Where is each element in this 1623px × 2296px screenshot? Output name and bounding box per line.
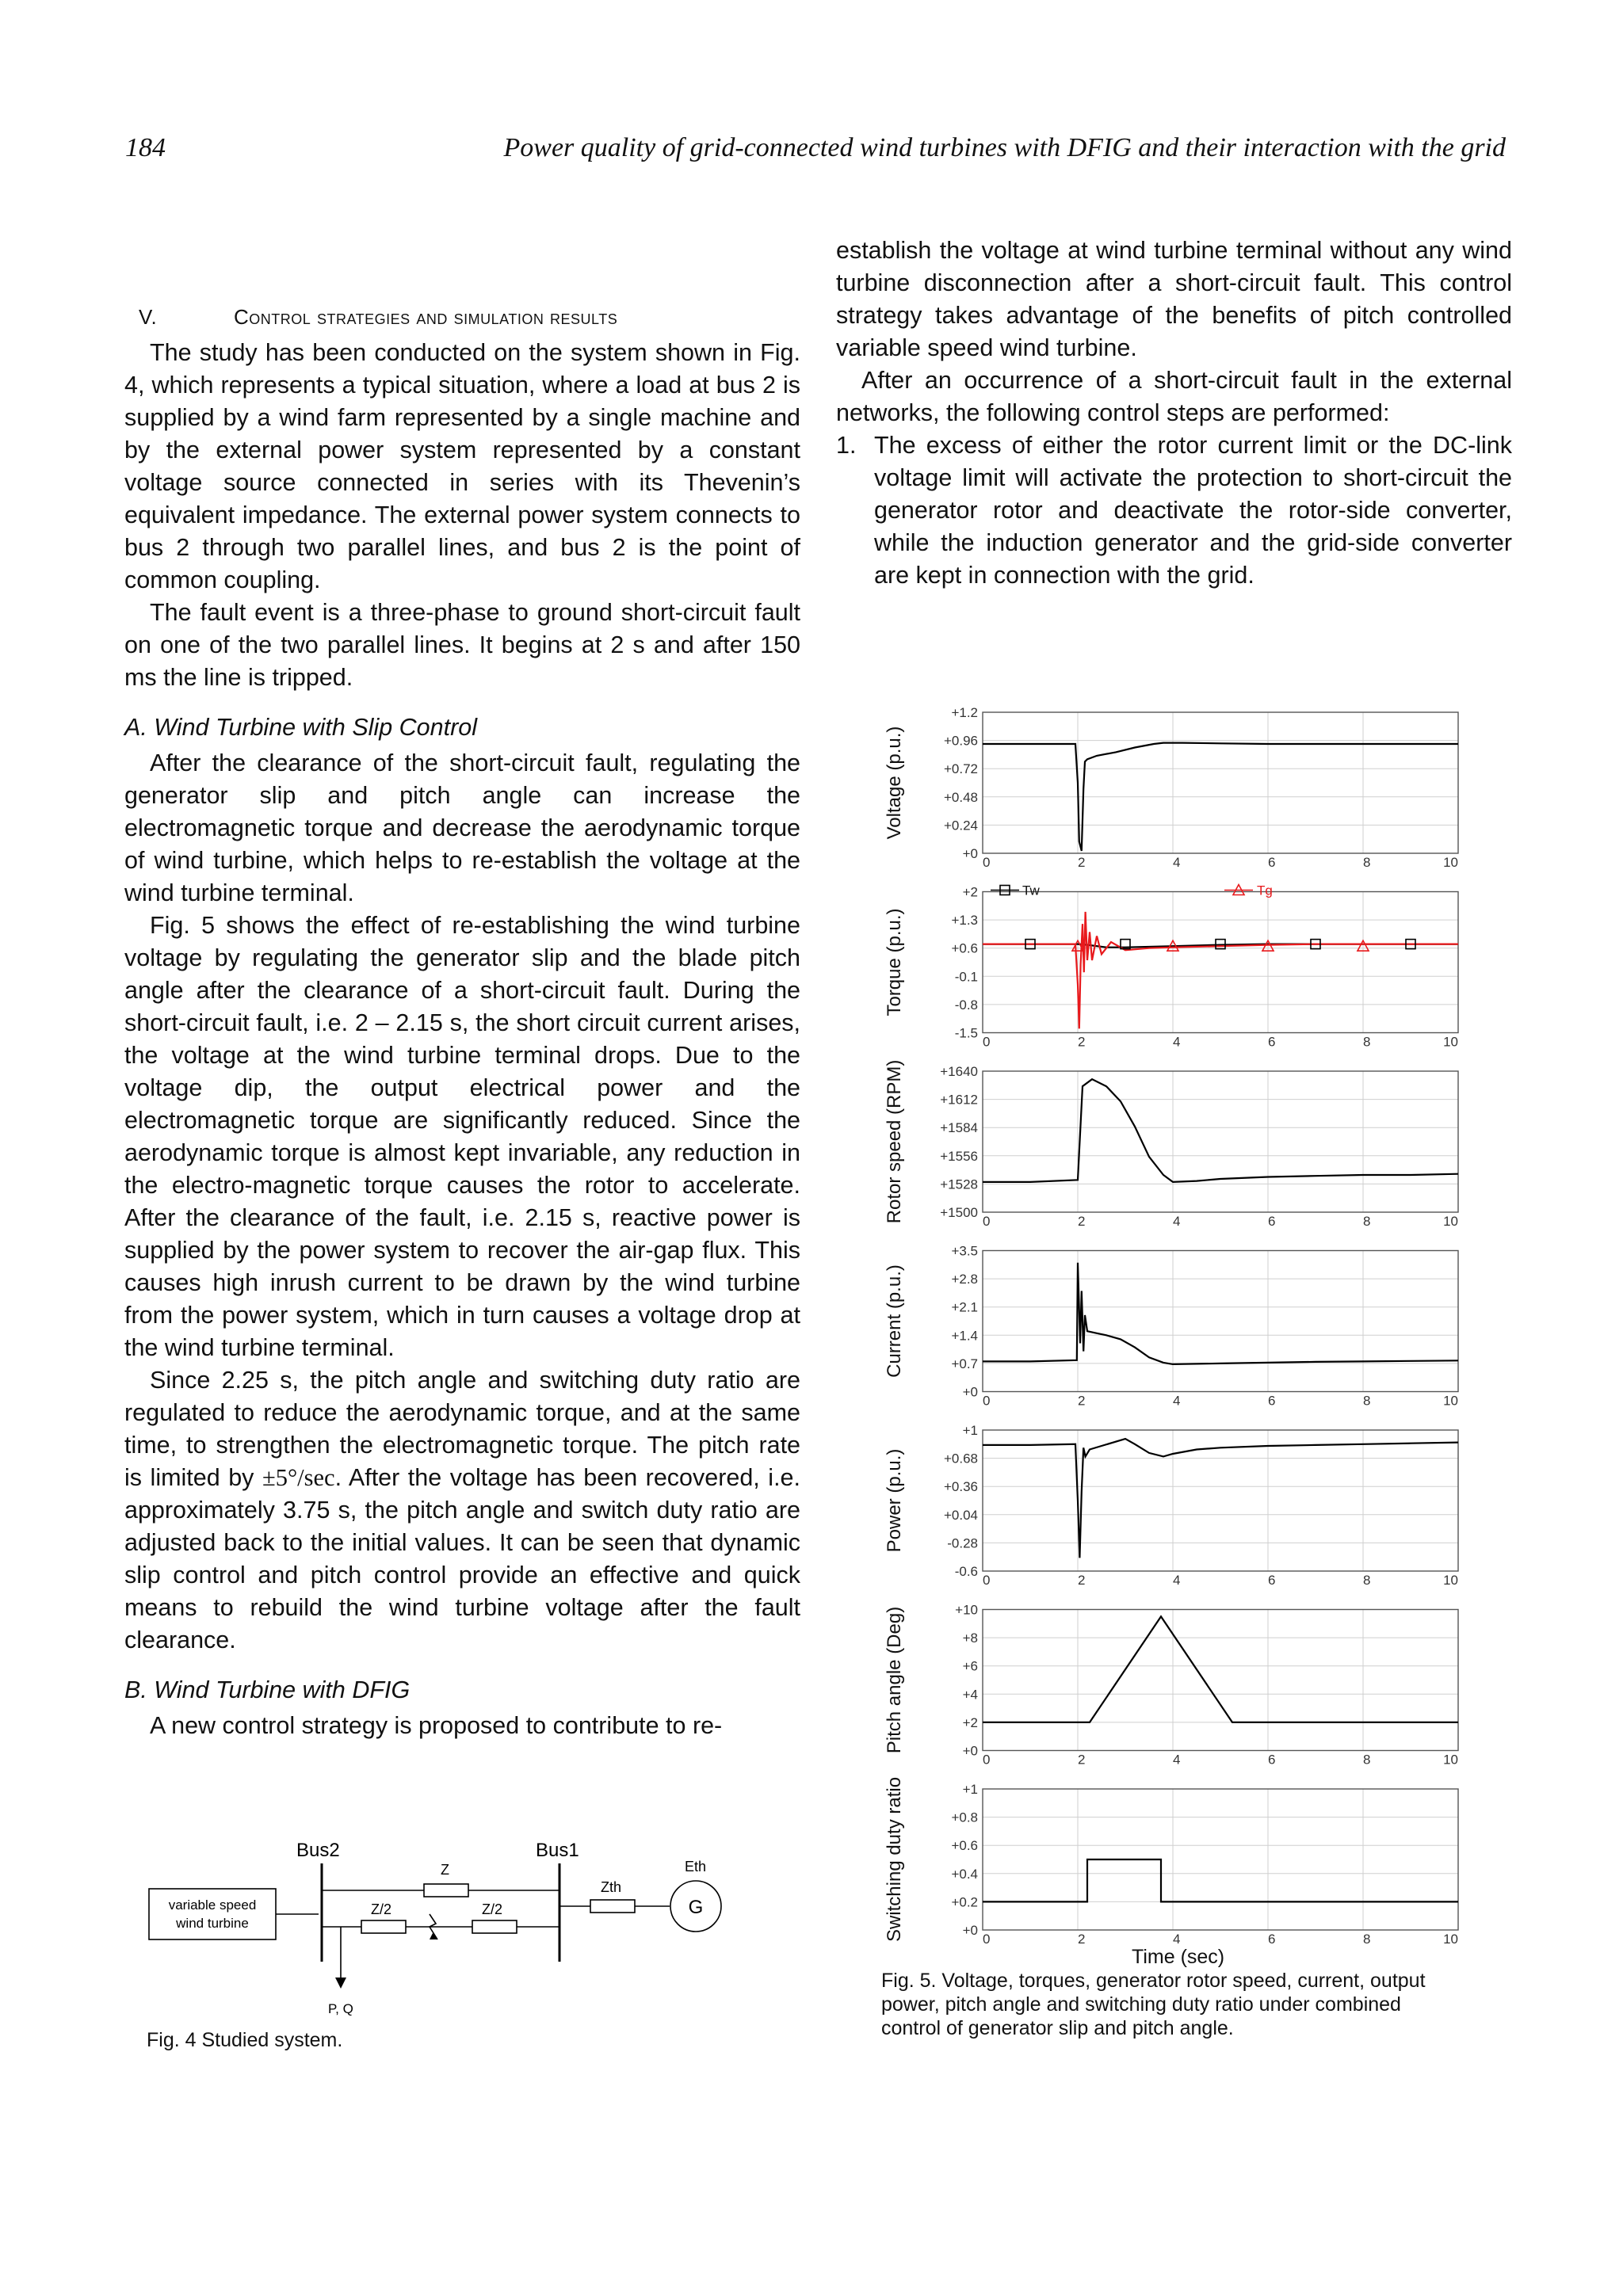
fig5-caption-line-2: power, pitch angle and switching duty ratio under combined <box>881 1993 1401 2016</box>
x-tick-label: 8 <box>1363 1932 1371 1947</box>
x-tick-label: 10 <box>1443 855 1458 870</box>
x-tick-label: 8 <box>1363 1393 1371 1409</box>
fig5-panel-6 <box>884 1603 1458 1768</box>
paragraph-fig5-discussion: Fig. 5 shows the effect of re-establishing the wind turbine voltage by regulating the generator slip and the blade pitch angle after the clearance of a short-circuit fault. During the short-circuit fault, i.e. 2 – 2.15 s, the short circuit current arises, the voltage at the wind turbine terminal drops. Due to the voltage dip, the output electrical power and the electromagnetic torque are significantly reduced. Since the aerodynamic torque is almost kept invariable, any reduction in the electro-magnetic torque causes the rotor to accelerate. After the clearance of the fault, i.e. 2.15 s, reactive power is supplied by the power system to recover the air-gap flux. This causes high inrush current to be drawn by the wind turbine from the power system, which in turn causes a voltage drop at the wind turbine terminal. <box>124 912 800 1361</box>
x-tick-label: 2 <box>1078 1932 1086 1947</box>
fig4-caption: Fig. 4 Studied system. <box>147 2029 343 2051</box>
z-label: Z <box>441 1862 449 1878</box>
x-tick-label: 4 <box>1173 1034 1181 1050</box>
section-number: V. <box>139 305 158 329</box>
x-tick-label: 0 <box>983 1932 991 1947</box>
paragraph-slip-control: After the clearance of the short-circuit fault, regulating the generator slip and pitch angle can increase the electromagnetic torque and decrease the aerodynamic torque of wind turbine, which helps to re-establish the voltage at the wind turbine terminal. <box>124 749 800 906</box>
y-tick-label: +4 <box>962 1687 978 1703</box>
fig4-system-diagram <box>143 1830 745 2024</box>
x-tick-label: 6 <box>1268 855 1276 870</box>
x-tick-label: 2 <box>1078 1573 1086 1588</box>
y-tick-label: +0.4 <box>951 1866 978 1882</box>
line-impedance-z <box>424 1884 468 1897</box>
y-tick-label: +3.5 <box>951 1243 978 1259</box>
fig5-panel-5 <box>884 1423 1458 1588</box>
zth-label: Zth <box>601 1879 622 1895</box>
z-half-label-1: Z/2 <box>371 1901 392 1917</box>
paragraph-dfig-strategy: A new control strategy is proposed to contribute to re- <box>150 1712 723 1739</box>
paragraph-pitch-rate <box>124 1364 800 1657</box>
plot-frame <box>983 1610 1458 1751</box>
pitch-rate-math: ±5°/sec <box>262 1464 335 1491</box>
y-tick-label: +2 <box>962 1714 978 1730</box>
y-tick-label: +0 <box>962 1384 978 1400</box>
fig5-panel-7 <box>884 1777 1458 1947</box>
section-title: Control strategies and simulation results <box>234 305 618 329</box>
x-tick-label: 8 <box>1363 855 1371 870</box>
x-tick-label: 4 <box>1173 855 1181 870</box>
x-tick-label: 6 <box>1268 1034 1276 1050</box>
bus1-label: Bus1 <box>536 1840 579 1861</box>
wind-turbine-label-1: variable speed <box>168 1897 257 1913</box>
y-tick-label: +1584 <box>940 1120 978 1136</box>
x-tick-label: 6 <box>1268 1573 1276 1588</box>
x-tick-label: 6 <box>1268 1752 1276 1768</box>
fig5-caption-line-3: control of generator slip and pitch angle. <box>881 2017 1234 2039</box>
x-tick-label: 2 <box>1078 1393 1086 1409</box>
plot-frame <box>983 892 1458 1033</box>
x-tick-label: 0 <box>983 1752 991 1768</box>
y-tick-label: +0.24 <box>943 818 978 833</box>
line-impedance-z-half-2 <box>472 1920 517 1933</box>
y-tick-label: -0.6 <box>954 1564 978 1579</box>
x-tick-label: 4 <box>1173 1752 1181 1768</box>
x-tick-label: 6 <box>1268 1214 1276 1229</box>
fig5-caption-line-1: Fig. 5. Voltage, torques, generator rotor speed, current, output <box>881 1970 1426 1992</box>
y-tick-label: -1.5 <box>954 1025 978 1041</box>
y-axis-label: Torque (p.u.) <box>884 908 905 1016</box>
y-axis-label: Power (p.u.) <box>884 1448 905 1553</box>
plot-frame <box>983 1251 1458 1392</box>
right-column <box>836 235 1512 592</box>
y-tick-label: +2.8 <box>951 1272 978 1287</box>
x-tick-label: 0 <box>983 855 991 870</box>
x-tick-label: 4 <box>1173 1573 1181 1588</box>
y-tick-label: +8 <box>962 1630 978 1646</box>
y-tick-label: +1528 <box>940 1177 978 1192</box>
list-item-1 <box>836 429 1512 592</box>
series-line-pitch-angle <box>983 1616 1458 1722</box>
x-tick-label: 10 <box>1443 1214 1458 1229</box>
y-tick-label: +6 <box>962 1658 978 1674</box>
fig5-panel-2 <box>884 883 1458 1050</box>
y-tick-label: +0 <box>962 846 978 861</box>
y-tick-label: -0.8 <box>954 997 978 1013</box>
x-tick-label: 8 <box>1363 1573 1371 1588</box>
y-tick-label: +1500 <box>940 1205 978 1220</box>
list-item-text: The excess of either the rotor current limit or the DC-link voltage limit will activate the protection to short-circuit the generator rotor and deactivate the rotor-side converter, while the induction generator and the grid-side converter are kept in connection with the grid. <box>874 432 1512 589</box>
fig5-panel-4 <box>884 1244 1458 1409</box>
subsection-a-heading: A. Wind Turbine with Slip Control <box>124 714 477 741</box>
x-tick-label: 0 <box>983 1214 991 1229</box>
y-tick-label: +10 <box>955 1602 978 1618</box>
y-tick-label: +0.7 <box>951 1356 978 1371</box>
series-line-power <box>983 1439 1458 1558</box>
fig5-x-axis-label: Time (sec) <box>1132 1946 1225 1968</box>
legend-tw-label: Tw <box>1022 883 1040 898</box>
plot-frame <box>983 712 1458 853</box>
wind-turbine-label-2: wind turbine <box>176 1916 249 1931</box>
y-tick-label: +0.96 <box>943 733 978 749</box>
x-tick-label: 8 <box>1363 1214 1371 1229</box>
x-tick-label: 8 <box>1363 1752 1371 1768</box>
plot-frame <box>983 1430 1458 1571</box>
x-tick-label: 4 <box>1173 1214 1181 1229</box>
y-axis-label: Voltage (p.u.) <box>884 726 905 840</box>
y-axis-label: Switching duty ratio <box>884 1776 905 1943</box>
y-tick-label: +1556 <box>940 1148 978 1164</box>
y-tick-label: +1.3 <box>951 913 978 929</box>
y-tick-label: -0.1 <box>954 969 978 985</box>
running-title: Power quality of grid-connected wind turbines with DFIG and their interaction with the grid <box>503 133 1506 162</box>
y-tick-label: +1.2 <box>951 705 978 720</box>
plot-frame <box>983 1071 1458 1212</box>
pitch-rate-text-b: . After the voltage has been recovered, i.e. approximately 3.75 s, the pitch angle and switch duty ratio are adjusted back to the initial values. It can be seen that dynamic slip control and pitch control provide an effective and quick means to rebuild the wind turbine voltage after the fault clearance. <box>124 1464 800 1653</box>
x-tick-label: 4 <box>1173 1393 1181 1409</box>
list-item-number: 1. <box>836 432 857 459</box>
y-tick-label: +2 <box>962 884 978 900</box>
y-tick-label: +2.1 <box>951 1299 978 1315</box>
y-tick-label: +0.8 <box>951 1810 978 1825</box>
x-tick-label: 2 <box>1078 1214 1086 1229</box>
paragraph-intro: The study has been conducted on the system shown in Fig. 4, which represents a typical situation, where a load at bus 2 is supplied by a wind farm represented by a single machine and by the external power system represented by a constant voltage source connected in series with its Thevenin’s equivalent impedance. The external power system connects to bus 2 through two parallel lines, and bus 2 is the point of common coupling. <box>124 339 800 593</box>
x-tick-label: 6 <box>1268 1932 1276 1947</box>
generator-label: G <box>688 1897 704 1918</box>
x-tick-label: 8 <box>1363 1034 1371 1050</box>
y-tick-label: +0.68 <box>943 1451 978 1466</box>
y-tick-label: +0 <box>962 1923 978 1938</box>
eth-label: Eth <box>685 1859 707 1875</box>
fig5-caption <box>881 1969 1491 2040</box>
section-heading <box>124 301 800 334</box>
y-axis-label: Rotor speed (RPM) <box>884 1059 905 1224</box>
y-tick-label: +0.48 <box>943 789 978 805</box>
x-tick-label: 10 <box>1443 1393 1458 1409</box>
x-tick-label: 4 <box>1173 1932 1181 1947</box>
x-tick-label: 10 <box>1443 1932 1458 1947</box>
x-tick-label: 10 <box>1443 1573 1458 1588</box>
y-tick-label: +0.72 <box>943 761 978 777</box>
y-tick-label: +1612 <box>940 1092 978 1108</box>
y-tick-label: -0.28 <box>947 1535 978 1551</box>
y-axis-label: Pitch angle (Deg) <box>884 1606 905 1754</box>
x-tick-label: 0 <box>983 1393 991 1409</box>
subsection-b-heading: B. Wind Turbine with DFIG <box>124 1676 411 1703</box>
paragraph-fault-event: The fault event is a three-phase to ground short-circuit fault on one of the two parallel lines. It begins at 2 s and after 150 ms the line is tripped. <box>124 599 800 691</box>
z-half-label-2: Z/2 <box>482 1901 503 1917</box>
thevenin-impedance <box>590 1900 635 1913</box>
left-column <box>124 301 800 1742</box>
x-tick-label: 2 <box>1078 1034 1086 1050</box>
paragraph-reestablish: establish the voltage at wind turbine terminal without any wind turbine disconnection after a short-circuit fault. This control strategy takes advantage of the benefits of pitch controlled variable speed wind turbine. <box>836 237 1512 361</box>
fig5-plots <box>872 701 1490 1985</box>
x-tick-label: 2 <box>1078 855 1086 870</box>
wind-turbine-box <box>149 1889 276 1939</box>
y-tick-label: +0.36 <box>943 1479 978 1495</box>
x-tick-label: 0 <box>983 1573 991 1588</box>
plot-frame <box>983 1789 1458 1930</box>
x-tick-label: 6 <box>1268 1393 1276 1409</box>
y-tick-label: +0.6 <box>951 940 978 956</box>
y-tick-label: +1640 <box>940 1064 978 1079</box>
x-tick-label: 10 <box>1443 1034 1458 1050</box>
y-axis-label: Current (p.u.) <box>884 1264 905 1378</box>
y-tick-label: +0.2 <box>951 1894 978 1910</box>
fig5-panel-3 <box>884 1060 1458 1229</box>
legend-tg-label: Tg <box>1257 883 1273 898</box>
x-tick-label: 2 <box>1078 1752 1086 1768</box>
y-tick-label: +0 <box>962 1743 978 1759</box>
pitch-rate-text-a: Since 2.25 s, the pitch angle and switching duty ratio are regulated to reduce the aerodynamic torque, and at the same time, to strengthen the electromagnetic torque. The pitch rate is limited by <box>124 1367 800 1491</box>
fig5-panel-1 <box>884 705 1458 870</box>
page-number: 184 <box>125 133 166 162</box>
paragraph-control-steps: After an occurrence of a short-circuit fault in the external networks, the following control steps are performed: <box>836 367 1512 426</box>
series-line-switching-duty-ratio <box>983 1859 1458 1901</box>
series-line-rotor-speed <box>983 1079 1458 1182</box>
x-tick-label: 10 <box>1443 1752 1458 1768</box>
bus2-label: Bus2 <box>296 1840 340 1861</box>
x-tick-label: 0 <box>983 1034 991 1050</box>
y-tick-label: +1.4 <box>951 1328 978 1344</box>
series-line-tg <box>983 912 1458 1029</box>
y-tick-label: +0.6 <box>951 1838 978 1854</box>
y-tick-label: +1 <box>962 1782 978 1797</box>
line-impedance-z-half-1 <box>361 1920 406 1933</box>
y-tick-label: +1 <box>962 1423 978 1438</box>
y-tick-label: +0.04 <box>943 1507 978 1523</box>
series-line-current <box>983 1263 1458 1364</box>
pq-label: P, Q <box>328 2001 353 2016</box>
